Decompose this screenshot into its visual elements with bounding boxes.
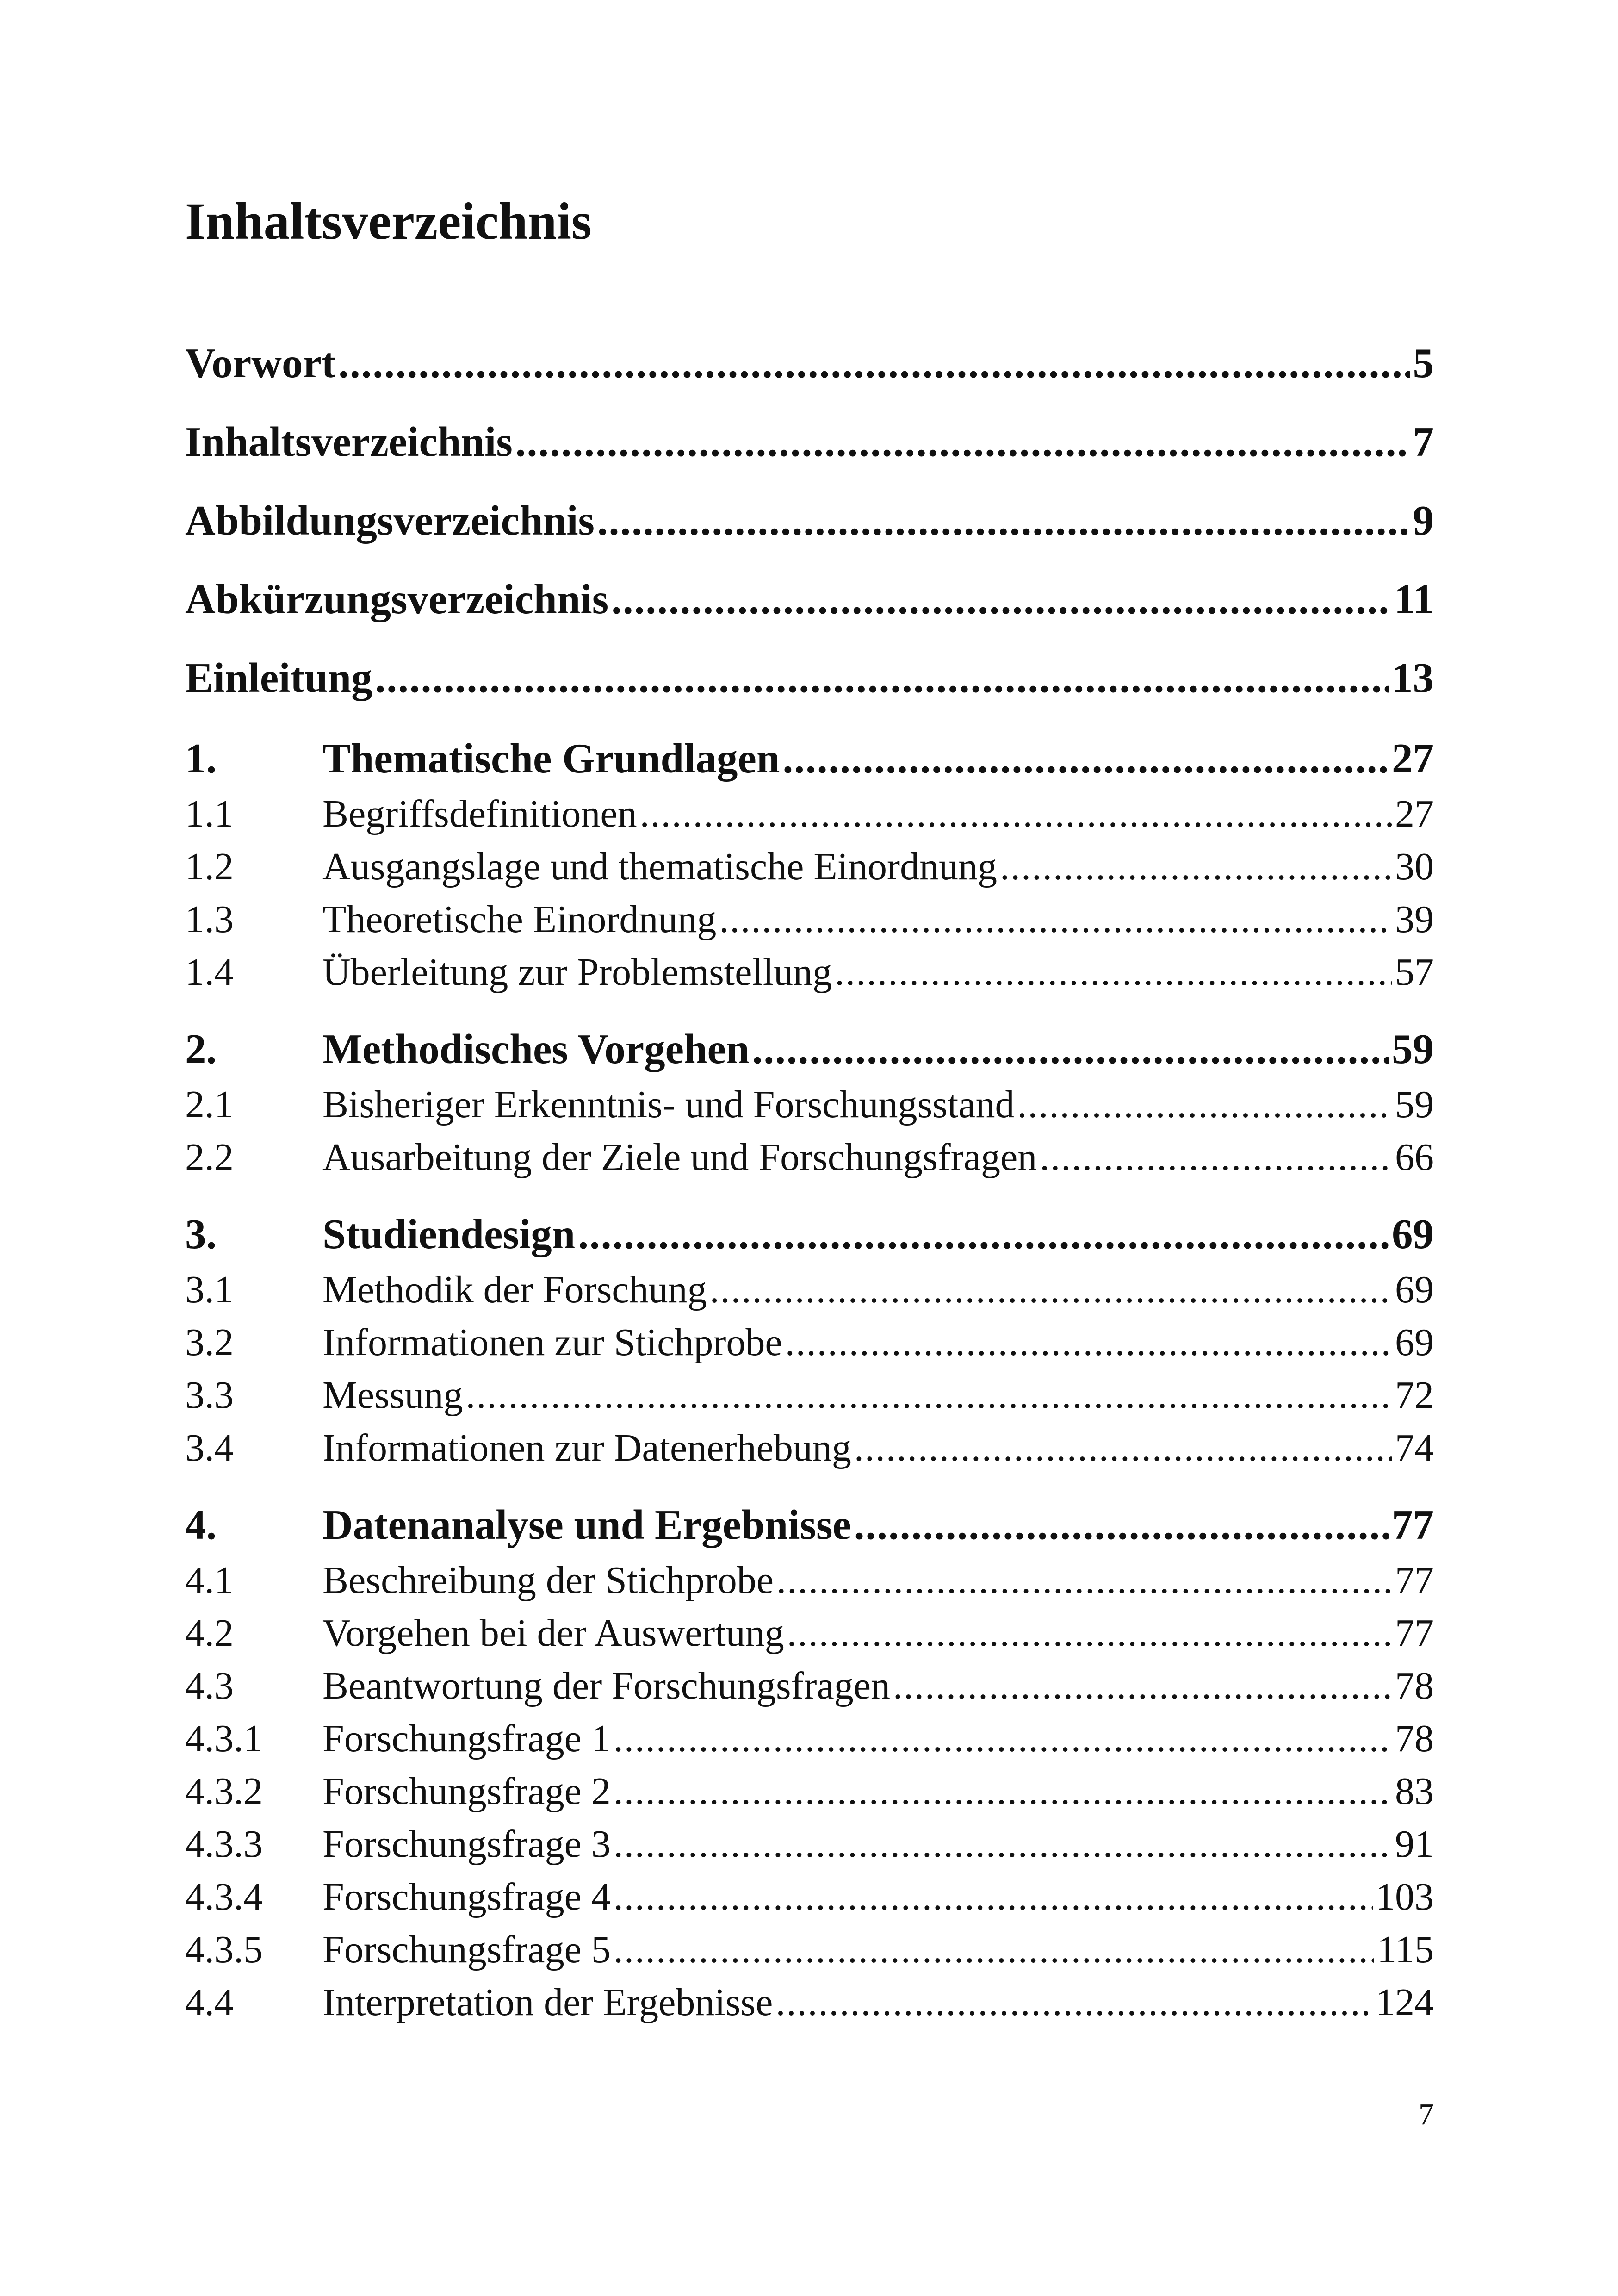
toc-entry-page: 11 [1394, 576, 1434, 622]
toc-entry-page: 72 [1395, 1374, 1434, 1417]
toc-entry-number: 4.3.1 [185, 1717, 263, 1760]
toc-entry-label: Abkürzungsverzeichnis [185, 576, 609, 622]
toc-entry-page: 78 [1395, 1717, 1434, 1760]
toc-entry-page: 74 [1395, 1426, 1434, 1469]
toc-entry-label: Beantwortung der Forschungsfragen [322, 1664, 891, 1707]
toc-entry-number: 3. [185, 1211, 217, 1257]
dot-leader [614, 1874, 1373, 1920]
toc-entry-page: 77 [1395, 1559, 1434, 1602]
toc-entry [185, 1134, 1434, 1181]
toc-entry [185, 1874, 1434, 1920]
toc-entry-page: 69 [1395, 1321, 1434, 1364]
toc-entry-page: 69 [1392, 1211, 1434, 1257]
toc-entry-label: Messung [322, 1374, 463, 1417]
toc-entry-number: 3.3 [185, 1374, 234, 1417]
toc-entry-number: 2. [185, 1026, 217, 1072]
toc-entry-label: Forschungsfrage 1 [322, 1717, 611, 1760]
toc-entry-page: 39 [1395, 898, 1434, 941]
toc-entry-page: 78 [1395, 1664, 1434, 1707]
dot-leader [782, 733, 1389, 784]
dot-leader [597, 495, 1410, 546]
toc-entry-page: 27 [1392, 735, 1434, 782]
toc-entry [185, 1319, 1434, 1366]
dot-leader [614, 1768, 1392, 1815]
toc-entry-number: 4.3.3 [185, 1823, 263, 1866]
toc-entry-label: Forschungsfrage 4 [322, 1875, 611, 1918]
dot-leader [776, 1557, 1392, 1604]
dot-leader [1017, 1082, 1392, 1128]
toc-entry-label: Informationen zur Datenerhebung [322, 1426, 851, 1469]
toc-entry-label: Überleitung zur Problemstellung [322, 951, 832, 994]
toc-entry-page: 57 [1395, 951, 1434, 994]
toc-entry-label: Forschungsfrage 2 [322, 1770, 611, 1813]
page-number: 7 [1419, 2097, 1434, 2131]
dot-leader [787, 1610, 1392, 1656]
toc-entry-page: 83 [1395, 1770, 1434, 1813]
dot-leader [854, 1425, 1392, 1471]
dot-leader [710, 1267, 1392, 1313]
toc-entry-number: 1.4 [185, 951, 234, 994]
toc-entry [185, 844, 1434, 890]
toc-entry [185, 1425, 1434, 1471]
toc-entry-page: 77 [1395, 1612, 1434, 1655]
toc-entry-label: Beschreibung der Stichprobe [322, 1559, 774, 1602]
toc-entry-label: Vorwort [185, 340, 336, 386]
dot-leader [578, 1209, 1389, 1260]
dot-leader [893, 1663, 1392, 1709]
toc-entry-number: 4.3.2 [185, 1770, 263, 1813]
toc-entry-number: 1.1 [185, 792, 234, 835]
toc-entry-page: 7 [1413, 418, 1434, 465]
toc-entry [185, 1209, 1434, 1260]
toc-entry-number: 4.2 [185, 1612, 234, 1655]
toc-entry-page: 5 [1413, 340, 1434, 386]
dot-leader [752, 1024, 1389, 1075]
toc-entry-page: 69 [1395, 1268, 1434, 1311]
toc-entry [185, 1716, 1434, 1762]
toc-entry-page: 13 [1392, 654, 1434, 701]
toc-entry-label: Interpretation der Ergebnisse [322, 1981, 773, 2024]
toc-entry-label: Ausarbeitung der Ziele und Forschungsfragen [322, 1136, 1037, 1179]
toc-entry-page: 115 [1377, 1928, 1434, 1971]
toc-entry-page: 66 [1395, 1136, 1434, 1179]
dot-leader [611, 574, 1391, 625]
toc-entry-page: 27 [1395, 792, 1434, 835]
toc-entry [185, 495, 1434, 546]
dot-leader [1040, 1134, 1392, 1181]
toc-entry-label: Inhaltsverzeichnis [185, 418, 513, 465]
toc-entry-label: Methodisches Vorgehen [322, 1026, 750, 1072]
dot-leader [614, 1821, 1392, 1867]
dot-leader [338, 338, 1410, 389]
toc-entry-label: Ausgangslage und thematische Einordnung [322, 845, 998, 888]
dot-leader [854, 1500, 1389, 1550]
toc-entry-label: Theoretische Einordnung [322, 898, 717, 941]
dot-leader [775, 1979, 1373, 2026]
toc-entry-number: 4.3 [185, 1664, 234, 1707]
toc-entry-number: 4.4 [185, 1981, 234, 2024]
toc-entry-label: Thematische Grundlagen [322, 735, 780, 782]
dot-leader [1000, 844, 1392, 890]
toc-entry [185, 1768, 1434, 1815]
toc-entry-number: 4. [185, 1501, 217, 1548]
dot-leader [785, 1319, 1392, 1366]
toc-entry-number: 4.3.5 [185, 1928, 263, 1971]
toc-entry [185, 1372, 1434, 1419]
dot-leader [465, 1372, 1392, 1419]
toc-entry [185, 791, 1434, 837]
toc-entry [185, 1821, 1434, 1867]
toc-entry-label: Forschungsfrage 3 [322, 1823, 611, 1866]
toc-entry-label: Begriffsdefinitionen [322, 792, 637, 835]
toc-entry-label: Forschungsfrage 5 [322, 1928, 611, 1971]
dot-leader [640, 791, 1392, 837]
dot-leader [835, 949, 1392, 996]
toc-entry-label: Vorgehen bei der Auswertung [322, 1612, 784, 1655]
toc-entry [185, 1979, 1434, 2026]
toc-entry-number: 2.1 [185, 1083, 234, 1126]
toc-entry-page: 30 [1395, 845, 1434, 888]
toc-entry-page: 91 [1395, 1823, 1434, 1866]
toc-entry [185, 896, 1434, 943]
toc-entry [185, 574, 1434, 625]
dot-leader [375, 653, 1389, 703]
toc-entry-page: 59 [1392, 1026, 1434, 1072]
toc-entry-number: 3.4 [185, 1426, 234, 1469]
toc-entry-number: 1. [185, 735, 217, 782]
toc-entry [185, 949, 1434, 996]
toc-entry-label: Abbildungsverzeichnis [185, 497, 595, 544]
toc-entry-page: 59 [1395, 1083, 1434, 1126]
toc-entry-number: 4.3.4 [185, 1875, 263, 1918]
toc-entry-page: 103 [1376, 1875, 1434, 1918]
toc-entry [185, 1663, 1434, 1709]
toc-entry [185, 338, 1434, 389]
toc-entry-number: 3.1 [185, 1268, 234, 1311]
toc-entry [185, 1267, 1434, 1313]
toc-entry [185, 1557, 1434, 1604]
toc-entry-number: 3.2 [185, 1321, 234, 1364]
toc-entry-number: 4.1 [185, 1559, 234, 1602]
toc-entry [185, 1024, 1434, 1075]
toc-entry-label: Methodik der Forschung [322, 1268, 707, 1311]
toc-entry [185, 1610, 1434, 1656]
toc-entry-number: 2.2 [185, 1136, 234, 1179]
toc-entry-label: Einleitung [185, 654, 372, 701]
dot-leader [515, 417, 1410, 467]
toc-entry [185, 1082, 1434, 1128]
toc-entry [185, 653, 1434, 703]
toc-entry [185, 733, 1434, 784]
toc-entry-page: 77 [1392, 1501, 1434, 1548]
toc-entry-label: Informationen zur Stichprobe [322, 1321, 782, 1364]
toc-entry [185, 1927, 1434, 1973]
toc-entry-label: Datenanalyse und Ergebnisse [322, 1501, 851, 1548]
toc-entry-number: 1.2 [185, 845, 234, 888]
toc-entry-label: Studiendesign [322, 1211, 576, 1257]
dot-leader [614, 1716, 1392, 1762]
page-title: Inhaltsverzeichnis [185, 193, 592, 250]
toc-entry-label: Bisheriger Erkenntnis- und Forschungsstand [322, 1083, 1015, 1126]
dot-leader [614, 1927, 1374, 1973]
toc-entry-page: 9 [1413, 497, 1434, 544]
toc-entry [185, 1500, 1434, 1550]
toc-entry-number: 1.3 [185, 898, 234, 941]
toc-entry [185, 417, 1434, 467]
toc-entry-page: 124 [1376, 1981, 1434, 2024]
dot-leader [719, 896, 1392, 943]
